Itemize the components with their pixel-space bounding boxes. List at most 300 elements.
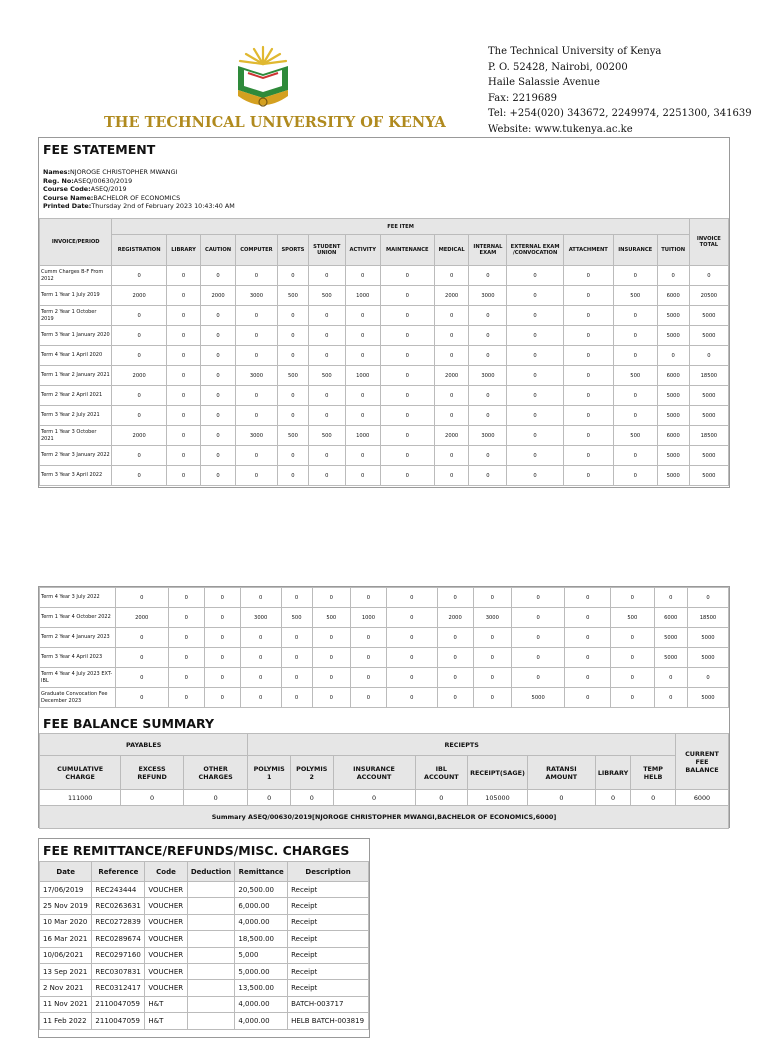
remittance-cell: VOUCHER <box>145 882 187 898</box>
amount-cell: 0 <box>278 386 309 406</box>
fee-rows <box>40 588 729 708</box>
amount-cell: 0 <box>565 588 611 608</box>
amount-cell: 500 <box>308 366 345 386</box>
address-line: Haile Salassie Avenue <box>488 77 600 89</box>
amount-cell: 0 <box>563 466 613 486</box>
amount-cell: 0 <box>166 306 200 326</box>
amount-cell: 0 <box>512 648 565 668</box>
address-line: Fax: 2219689 <box>488 92 557 104</box>
balance-table <box>39 733 729 829</box>
amount-cell: 500 <box>308 426 345 446</box>
remittance-cell <box>187 963 235 979</box>
remittance-cell: REC0297160 <box>92 947 145 963</box>
balance-column-header: OTHER CHARGES <box>183 756 248 790</box>
amount-cell: 0 <box>350 668 386 688</box>
amount-cell: 0 <box>380 386 434 406</box>
amount-cell: 0 <box>386 588 437 608</box>
period-cell: Term 4 Year 1 April 2020 <box>40 346 112 366</box>
fee-item-header: FEE ITEM <box>112 219 689 235</box>
remittance-cell: 2110047059 <box>92 996 145 1012</box>
amount-cell: 0 <box>112 346 166 366</box>
amount-cell: 3000 <box>235 286 277 306</box>
amount-cell: 500 <box>613 426 657 446</box>
student-details <box>43 168 235 211</box>
remittance-rows <box>40 882 369 1030</box>
amount-cell: 1000 <box>345 286 380 306</box>
address-line: P. O. 52428, Nairobi, 00200 <box>488 61 628 73</box>
table-row <box>40 406 729 426</box>
amount-cell: 0 <box>563 286 613 306</box>
amount-cell: 0 <box>565 668 611 688</box>
amount-cell: 0 <box>386 648 437 668</box>
amount-cell: 6000 <box>657 366 689 386</box>
amount-cell: 0 <box>235 466 277 486</box>
period-cell: Term 1 Year 3 October 2021 <box>40 426 112 446</box>
amount-cell: 0 <box>469 326 507 346</box>
remittance-column-header: Date <box>40 862 92 882</box>
amount-cell: 0 <box>308 466 345 486</box>
amount-cell: 0 <box>380 306 434 326</box>
amount-cell: 0 <box>112 326 166 346</box>
fee-column-header: CAUTION <box>201 235 236 266</box>
fee-column-header: MEDICAL <box>434 235 469 266</box>
address-line: Website: www.tukenya.ac.ke <box>488 123 633 135</box>
remittance-table <box>39 861 369 1030</box>
amount-cell: 0 <box>437 688 473 708</box>
amount-cell: 0 <box>281 668 312 688</box>
course-name-label: Course Name: <box>43 193 94 202</box>
amount-cell: 0 <box>345 406 380 426</box>
printed-date: Thursday 2nd of February 2023 10:43:40 AM <box>91 202 235 211</box>
table-row <box>40 608 729 628</box>
payables-header: PAYABLES <box>40 734 248 756</box>
amount-cell: 2000 <box>434 426 469 446</box>
fee-continuation-section <box>38 586 730 828</box>
table-row <box>40 898 369 914</box>
amount-cell: 0 <box>112 386 166 406</box>
amount-cell: 0 <box>386 628 437 648</box>
remittance-cell: BATCH-003717 <box>288 996 369 1012</box>
table-row <box>40 628 729 648</box>
amount-cell: 500 <box>278 366 309 386</box>
amount-cell: 0 <box>380 426 434 446</box>
amount-cell: 0 <box>308 326 345 346</box>
period-header: INVOICE/PERIOD <box>40 219 112 266</box>
amount-cell: 5000 <box>687 648 728 668</box>
fee-column-header: STUDENT UNION <box>308 235 345 266</box>
amount-cell: 0 <box>473 628 511 648</box>
amount-cell: 0 <box>235 406 277 426</box>
amount-cell: 2000 <box>112 286 166 306</box>
amount-cell: 0 <box>235 326 277 346</box>
table-row <box>40 914 369 930</box>
amount-cell: 3000 <box>469 366 507 386</box>
amount-cell: 5000 <box>657 446 689 466</box>
amount-cell: 1000 <box>345 366 380 386</box>
amount-cell: 0 <box>507 386 563 406</box>
amount-cell: 0 <box>613 406 657 426</box>
fee-column-header: INTERNAL EXAM <box>469 235 507 266</box>
fee-column-header: EXTERNAL EXAM /CONVOCATION <box>507 235 563 266</box>
remittance-cell: VOUCHER <box>145 898 187 914</box>
remittance-cell: Receipt <box>288 931 369 947</box>
remittance-cell <box>187 882 235 898</box>
amount-cell: 0 <box>507 366 563 386</box>
course-code-label: Course Code: <box>43 185 91 194</box>
amount-cell: 5000 <box>657 386 689 406</box>
amount-cell: 0 <box>201 366 236 386</box>
amount-cell: 5000 <box>512 688 565 708</box>
amount-cell: 0 <box>166 286 200 306</box>
amount-cell: 0 <box>201 326 236 346</box>
balance-value: 0 <box>183 790 248 806</box>
amount-cell: 0 <box>168 648 204 668</box>
remittance-cell: VOUCHER <box>145 947 187 963</box>
amount-cell: 0 <box>115 588 168 608</box>
student-name: NJOROGE CHRISTOPHER MWANGI <box>70 168 178 176</box>
amount-cell: 0 <box>512 588 565 608</box>
remittance-cell: Receipt <box>288 898 369 914</box>
table-row <box>40 668 729 688</box>
amount-cell: 0 <box>563 386 613 406</box>
amount-cell: 0 <box>434 406 469 426</box>
remittance-column-header: Remittance <box>235 862 288 882</box>
amount-cell: 0 <box>434 346 469 366</box>
remittance-cell: 11 Nov 2021 <box>40 996 92 1012</box>
amount-cell: 500 <box>611 608 654 628</box>
amount-cell: 0 <box>240 648 281 668</box>
amount-cell: 0 <box>201 266 236 286</box>
amount-cell: 18500 <box>689 366 728 386</box>
amount-cell: 0 <box>687 588 728 608</box>
remittance-cell: 10 Mar 2020 <box>40 914 92 930</box>
table-row <box>40 882 369 898</box>
amount-cell: 0 <box>345 306 380 326</box>
amount-cell: 2000 <box>112 426 166 446</box>
amount-cell: 3000 <box>235 366 277 386</box>
remittance-cell: H&T <box>145 996 187 1012</box>
fee-rows <box>40 266 729 486</box>
amount-cell: 2000 <box>115 608 168 628</box>
amount-cell: 2000 <box>434 286 469 306</box>
table-row <box>40 963 369 979</box>
amount-cell: 5000 <box>654 648 687 668</box>
remittance-cell: 16 Mar 2021 <box>40 931 92 947</box>
balance-values <box>40 790 729 806</box>
table-row <box>40 466 729 486</box>
amount-cell: 2000 <box>437 608 473 628</box>
amount-cell: 0 <box>168 588 204 608</box>
amount-cell: 5000 <box>687 628 728 648</box>
amount-cell: 0 <box>312 628 350 648</box>
amount-cell: 0 <box>689 266 728 286</box>
amount-cell: 0 <box>657 266 689 286</box>
amount-cell: 0 <box>437 648 473 668</box>
table-row <box>40 326 729 346</box>
balance-summary-line: Summary ASEQ/00630/2019[NJOROGE CHRISTOPHER MWANGI,BACHELOR OF ECONOMICS,6000] <box>40 806 729 829</box>
table-row <box>40 980 369 996</box>
amount-cell: 0 <box>240 688 281 708</box>
amount-cell: 0 <box>308 266 345 286</box>
amount-cell: 0 <box>112 446 166 466</box>
amount-cell: 0 <box>235 386 277 406</box>
remittance-cell: Receipt <box>288 882 369 898</box>
remittance-column-headers <box>40 862 369 882</box>
printed-date-label: Printed Date: <box>43 202 92 211</box>
table-row <box>40 366 729 386</box>
amount-cell: 0 <box>240 668 281 688</box>
amount-cell: 0 <box>308 306 345 326</box>
remittance-cell: 4,000.00 <box>235 996 288 1012</box>
period-cell: Term 3 Year 1 January 2020 <box>40 326 112 346</box>
balance-column-header: INSURANCE ACCOUNT <box>333 756 415 790</box>
remittance-cell <box>187 1013 235 1029</box>
remittance-cell: VOUCHER <box>145 980 187 996</box>
table-row <box>40 996 369 1012</box>
amount-cell: 0 <box>201 346 236 366</box>
period-cell: Term 3 Year 2 July 2021 <box>40 406 112 426</box>
balance-column-header: POLYMIS 1 <box>248 756 291 790</box>
balance-value: 0 <box>333 790 415 806</box>
fee-column-header: MAINTENANCE <box>380 235 434 266</box>
remittance-cell: REC0312417 <box>92 980 145 996</box>
amount-cell: 0 <box>613 266 657 286</box>
period-cell: Cumm Charges B-F From 2012 <box>40 266 112 286</box>
amount-cell: 0 <box>278 346 309 366</box>
amount-cell: 0 <box>565 648 611 668</box>
amount-cell: 0 <box>469 466 507 486</box>
amount-cell: 0 <box>563 366 613 386</box>
amount-cell: 0 <box>613 326 657 346</box>
table-row <box>40 1013 369 1029</box>
amount-cell: 0 <box>345 266 380 286</box>
period-cell: Term 2 Year 1 October 2019 <box>40 306 112 326</box>
amount-cell: 0 <box>469 346 507 366</box>
course-code: ASEQ/2019 <box>90 185 127 194</box>
amount-cell: 3000 <box>235 426 277 446</box>
fee-column-header: REGISTRATION <box>112 235 166 266</box>
amount-cell: 5000 <box>689 326 728 346</box>
remittance-cell: 6,000.00 <box>235 898 288 914</box>
remittance-cell: 25 Nov 2019 <box>40 898 92 914</box>
amount-cell: 0 <box>380 286 434 306</box>
table-row <box>40 588 729 608</box>
amount-cell: 0 <box>563 406 613 426</box>
period-cell: Term 2 Year 2 April 2021 <box>40 386 112 406</box>
amount-cell: 0 <box>512 608 565 628</box>
amount-cell: 0 <box>201 306 236 326</box>
amount-cell: 0 <box>434 386 469 406</box>
amount-cell: 0 <box>613 306 657 326</box>
amount-cell: 0 <box>345 466 380 486</box>
amount-cell: 5000 <box>654 628 687 648</box>
amount-cell: 0 <box>434 306 469 326</box>
amount-cell: 0 <box>204 588 240 608</box>
balance-value: 0 <box>290 790 333 806</box>
amount-cell: 0 <box>611 588 654 608</box>
fee-column-header: COMPUTER <box>235 235 277 266</box>
amount-cell: 0 <box>434 266 469 286</box>
amount-cell: 0 <box>281 628 312 648</box>
amount-cell: 18500 <box>689 426 728 446</box>
current-balance-header: CURRENT FEE BALANCE <box>676 734 729 790</box>
amount-cell: 0 <box>437 588 473 608</box>
amount-cell: 0 <box>507 346 563 366</box>
balance-column-header: TEMP HELB <box>631 756 676 790</box>
balance-value: 0 <box>631 790 676 806</box>
remittance-cell: H&T <box>145 1013 187 1029</box>
amount-cell: 0 <box>512 628 565 648</box>
remittance-cell: 10/06/2021 <box>40 947 92 963</box>
amount-cell: 0 <box>204 608 240 628</box>
table-row <box>40 947 369 963</box>
amount-cell: 0 <box>563 346 613 366</box>
table-row <box>40 446 729 466</box>
remittance-column-header: Description <box>288 862 369 882</box>
table-row <box>40 286 729 306</box>
amount-cell: 0 <box>201 466 236 486</box>
remittance-cell <box>187 980 235 996</box>
balance-column-header: RECEIPT(SAGE) <box>468 756 528 790</box>
amount-cell: 0 <box>308 346 345 366</box>
remittance-cell: VOUCHER <box>145 914 187 930</box>
remittance-cell: Receipt <box>288 980 369 996</box>
amount-cell: 0 <box>115 648 168 668</box>
remittance-cell: Receipt <box>288 914 369 930</box>
amount-cell: 2000 <box>434 366 469 386</box>
amount-cell: 0 <box>235 306 277 326</box>
amount-cell: 0 <box>312 648 350 668</box>
amount-cell: 0 <box>469 406 507 426</box>
amount-cell: 0 <box>613 446 657 466</box>
amount-cell: 0 <box>434 466 469 486</box>
table-row <box>40 306 729 326</box>
amount-cell: 0 <box>166 266 200 286</box>
amount-cell: 3000 <box>469 286 507 306</box>
amount-cell: 0 <box>281 688 312 708</box>
amount-cell: 0 <box>565 688 611 708</box>
table-row <box>40 931 369 947</box>
amount-cell: 0 <box>345 346 380 366</box>
period-cell: Term 1 Year 1 July 2019 <box>40 286 112 306</box>
remittance-cell: 5,000.00 <box>235 963 288 979</box>
amount-cell: 0 <box>166 366 200 386</box>
amount-cell: 5000 <box>657 466 689 486</box>
period-cell: Term 2 Year 3 January 2022 <box>40 446 112 466</box>
amount-cell: 1000 <box>350 608 386 628</box>
amount-cell: 0 <box>507 326 563 346</box>
amount-cell: 500 <box>613 286 657 306</box>
amount-cell: 500 <box>312 608 350 628</box>
amount-cell: 0 <box>380 406 434 426</box>
address-line: The Technical University of Kenya <box>488 46 662 57</box>
amount-cell: 0 <box>434 446 469 466</box>
amount-cell: 0 <box>281 588 312 608</box>
period-cell: Term 4 Year 4 July 2023 EXT-IBL <box>40 668 116 688</box>
amount-cell: 0 <box>613 466 657 486</box>
period-cell: Term 1 Year 2 January 2021 <box>40 366 112 386</box>
remittance-section <box>38 838 370 1038</box>
table-row <box>40 266 729 286</box>
amount-cell: 0 <box>654 668 687 688</box>
amount-cell: 0 <box>565 608 611 628</box>
amount-cell: 0 <box>345 446 380 466</box>
amount-cell: 0 <box>507 426 563 446</box>
fee-table-continued <box>39 587 729 708</box>
remittance-cell: 2110047059 <box>92 1013 145 1029</box>
amount-cell: 5000 <box>687 688 728 708</box>
amount-cell: 0 <box>350 628 386 648</box>
amount-cell: 0 <box>654 588 687 608</box>
amount-cell: 0 <box>689 346 728 366</box>
amount-cell: 0 <box>437 668 473 688</box>
amount-cell: 0 <box>380 446 434 466</box>
amount-cell: 2000 <box>112 366 166 386</box>
period-cell: Term 3 Year 4 April 2023 <box>40 648 116 668</box>
table-row <box>40 648 729 668</box>
amount-cell: 0 <box>654 688 687 708</box>
amount-cell: 5000 <box>689 386 728 406</box>
amount-cell: 0 <box>235 266 277 286</box>
amount-cell: 0 <box>657 346 689 366</box>
amount-cell: 0 <box>469 446 507 466</box>
amount-cell: 0 <box>235 446 277 466</box>
amount-cell: 0 <box>563 306 613 326</box>
remittance-cell: 18,500.00 <box>235 931 288 947</box>
remittance-cell: Receipt <box>288 947 369 963</box>
remittance-title: FEE REMITTANCE/REFUNDS/MISC. CHARGES <box>43 843 350 858</box>
amount-cell: 0 <box>473 588 511 608</box>
amount-cell: 3000 <box>240 608 281 628</box>
amount-cell: 2000 <box>201 286 236 306</box>
fee-column-headers <box>40 235 729 266</box>
amount-cell: 0 <box>112 266 166 286</box>
reg-label: Reg. No: <box>43 176 74 185</box>
reg-number: ASEQ/00630/2019 <box>73 176 133 185</box>
remittance-cell: REC0289674 <box>92 931 145 947</box>
amount-cell: 0 <box>204 668 240 688</box>
fee-statement-title: FEE STATEMENT <box>43 142 156 157</box>
amount-cell: 0 <box>112 406 166 426</box>
amount-cell: 0 <box>201 406 236 426</box>
fee-column-header: ATTACHMENT <box>563 235 613 266</box>
names-label: Names: <box>43 168 71 176</box>
balance-value: 105000 <box>468 790 528 806</box>
table-row <box>40 426 729 446</box>
amount-cell: 5000 <box>657 326 689 346</box>
amount-cell: 0 <box>611 628 654 648</box>
fee-table <box>39 218 729 486</box>
amount-cell: 0 <box>166 446 200 466</box>
period-cell: Term 1 Year 4 October 2022 <box>40 608 116 628</box>
amount-cell: 500 <box>308 286 345 306</box>
period-cell: Term 2 Year 4 January 2023 <box>40 628 116 648</box>
amount-cell: 0 <box>563 326 613 346</box>
balance-value: 0 <box>595 790 630 806</box>
amount-cell: 0 <box>112 466 166 486</box>
amount-cell: 18500 <box>687 608 728 628</box>
balance-summary-title: FEE BALANCE SUMMARY <box>43 716 215 731</box>
amount-cell: 0 <box>473 688 511 708</box>
amount-cell: 0 <box>168 628 204 648</box>
remittance-cell: REC0263631 <box>92 898 145 914</box>
amount-cell: 5000 <box>657 406 689 426</box>
amount-cell: 6000 <box>654 608 687 628</box>
amount-cell: 0 <box>168 688 204 708</box>
remittance-cell <box>187 947 235 963</box>
remittance-cell <box>187 898 235 914</box>
amount-cell: 0 <box>278 406 309 426</box>
